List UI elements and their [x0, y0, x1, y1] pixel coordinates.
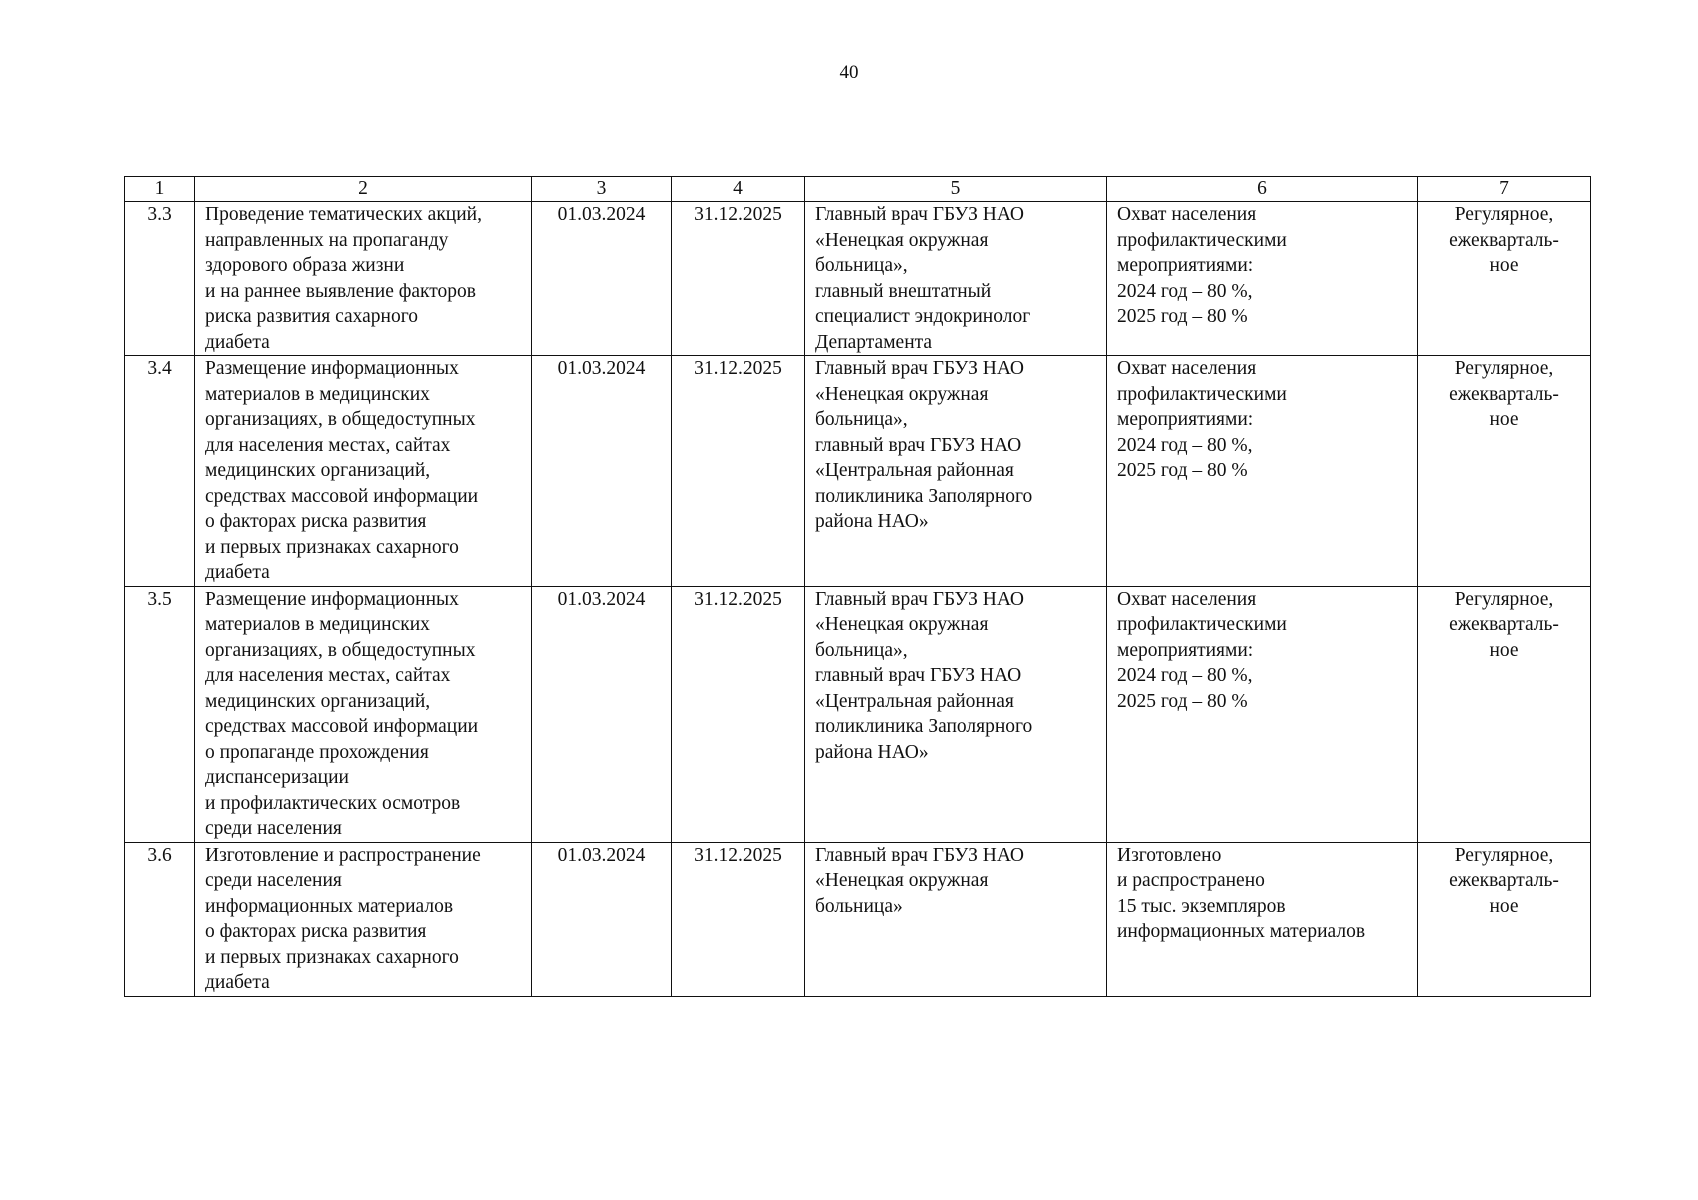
period-cell: [1418, 586, 1591, 842]
event-line: организациях, в общедоступных: [205, 639, 476, 661]
event-line: направленных на пропаганду: [205, 229, 449, 251]
responsible-line: «Центральная районная: [815, 460, 1014, 481]
result-cell: [1107, 842, 1418, 996]
result-line: и распространено: [1117, 870, 1265, 891]
event-line: и профилактических осмотров: [205, 792, 461, 814]
result-line: 2025 год – 80 %: [1117, 306, 1248, 327]
responsible-line: больница»,: [815, 409, 908, 430]
responsible-line: Главный врач ГБУЗ НАО: [815, 588, 1025, 610]
result-cell: [1107, 202, 1418, 356]
responsible-line: больница»,: [815, 255, 908, 276]
event-line: здорового образа жизни: [205, 255, 405, 276]
responsible-line: главный внештатный: [815, 280, 992, 302]
column-header: 4: [672, 177, 805, 202]
result-line: мероприятиями:: [1117, 639, 1254, 661]
responsible-line: Главный врач ГБУЗ НАО: [815, 204, 1025, 225]
period-line: Регулярное,: [1454, 844, 1554, 866]
event-line: информационных материалов: [205, 895, 454, 917]
event-line: Проведение тематических акций,: [205, 204, 482, 225]
event-line: материалов в медицинских: [205, 614, 430, 635]
result-line: Охват населения: [1117, 204, 1257, 225]
responsible-line: поликлиника Заполярного: [815, 485, 1033, 507]
responsible-line: Главный врач ГБУЗ НАО: [815, 358, 1025, 379]
event-line: среди населения: [205, 818, 342, 839]
table-row: [125, 586, 1591, 842]
event-line: Изготовление и распространение: [205, 844, 481, 866]
end-date: 31.12.2025: [672, 842, 805, 996]
responsible-line: «Ненецкая окружная: [815, 229, 989, 251]
event-line: медицинских организаций,: [205, 690, 431, 712]
column-header: 2: [195, 177, 532, 202]
result-line: профилактическими: [1117, 229, 1287, 251]
period-cell: [1418, 356, 1591, 587]
responsible-line: района НАО»: [815, 511, 929, 532]
period-line: ежекварталь-: [1449, 870, 1559, 891]
event-line: и на раннее выявление факторов: [205, 280, 476, 302]
row-number: 3.6: [125, 842, 195, 996]
row-number: 3.5: [125, 586, 195, 842]
responsible-line: «Ненецкая окружная: [815, 870, 989, 891]
table-row: [125, 202, 1591, 356]
responsible-line: «Центральная районная: [815, 690, 1014, 712]
end-date: 31.12.2025: [672, 202, 805, 356]
row-number: 3.4: [125, 356, 195, 587]
event-line: о факторах риска развития: [205, 921, 427, 942]
start-date: 01.03.2024: [532, 356, 672, 587]
event-cell: [195, 356, 532, 587]
end-date: 31.12.2025: [672, 356, 805, 587]
column-header: 3: [532, 177, 672, 202]
responsible-cell: [805, 842, 1107, 996]
event-cell: [195, 842, 532, 996]
result-line: Охват населения: [1117, 588, 1257, 610]
responsible-line: Департамента: [815, 331, 933, 353]
period-line: Регулярное,: [1454, 204, 1554, 225]
start-date: 01.03.2024: [532, 202, 672, 356]
end-date: 31.12.2025: [672, 586, 805, 842]
event-line: организациях, в общедоступных: [205, 409, 476, 430]
result-line: 2024 год – 80 %,: [1117, 434, 1253, 456]
page-number: 40: [839, 62, 859, 83]
result-line: профилактическими: [1117, 614, 1287, 635]
start-date: 01.03.2024: [532, 842, 672, 996]
column-header: 1: [125, 177, 195, 202]
responsible-cell: [805, 586, 1107, 842]
result-line: 2025 год – 80 %: [1117, 460, 1248, 481]
result-cell: [1107, 586, 1418, 842]
table-row: [125, 356, 1591, 587]
responsible-line: «Ненецкая окружная: [815, 383, 989, 405]
period-line: ежекварталь-: [1449, 229, 1559, 251]
period-line: ное: [1489, 895, 1519, 917]
event-line: средствах массовой информации: [205, 716, 479, 737]
result-line: мероприятиями:: [1117, 409, 1254, 430]
period-line: Регулярное,: [1454, 358, 1554, 379]
result-line: мероприятиями:: [1117, 255, 1254, 276]
period-line: ежекварталь-: [1449, 383, 1559, 405]
event-cell: [195, 202, 532, 356]
event-line: для населения местах, сайтах: [205, 434, 451, 456]
responsible-line: «Ненецкая окружная: [815, 614, 989, 635]
result-line: профилактическими: [1117, 383, 1287, 405]
event-line: диабета: [205, 972, 270, 993]
result-line: 2025 год – 80 %: [1117, 690, 1248, 712]
event-line: диабета: [205, 562, 270, 583]
responsible-line: главный врач ГБУЗ НАО: [815, 665, 1022, 686]
period-line: ное: [1489, 639, 1519, 661]
result-line: информационных материалов: [1117, 921, 1366, 942]
responsible-cell: [805, 356, 1107, 587]
period-line: Регулярное,: [1454, 588, 1554, 610]
event-line: диабета: [205, 331, 270, 353]
event-line: Размещение информационных: [205, 358, 459, 379]
row-number: 3.3: [125, 202, 195, 356]
event-line: и первых признаках сахарного: [205, 946, 459, 968]
event-line: о факторах риска развития: [205, 511, 427, 532]
responsible-line: района НАО»: [815, 741, 929, 763]
period-line: ное: [1489, 409, 1519, 430]
column-header: 6: [1107, 177, 1418, 202]
result-line: Изготовлено: [1117, 844, 1222, 866]
column-header: 5: [805, 177, 1107, 202]
event-cell: [195, 586, 532, 842]
table-row: [125, 842, 1591, 996]
result-line: 2024 год – 80 %,: [1117, 280, 1253, 302]
responsible-line: главный врач ГБУЗ НАО: [815, 434, 1022, 456]
result-line: Охват населения: [1117, 358, 1257, 379]
event-line: риска развития сахарного: [205, 306, 418, 327]
measures-table: [124, 176, 1591, 997]
column-header: 7: [1418, 177, 1591, 202]
result-line: 2024 год – 80 %,: [1117, 665, 1253, 686]
responsible-line: специалист эндокринолог: [815, 306, 1031, 327]
result-line: 15 тыс. экземпляров: [1117, 895, 1286, 917]
result-cell: [1107, 356, 1418, 587]
responsible-line: больница»,: [815, 639, 908, 661]
event-line: среди населения: [205, 870, 342, 891]
event-line: для населения местах, сайтах: [205, 665, 451, 686]
header-row: [125, 177, 1591, 202]
period-cell: [1418, 842, 1591, 996]
event-line: медицинских организаций,: [205, 460, 431, 481]
event-line: средствах массовой информации: [205, 485, 479, 507]
event-line: о пропаганде прохождения: [205, 741, 429, 763]
responsible-cell: [805, 202, 1107, 356]
event-line: и первых признаках сахарного: [205, 536, 459, 558]
responsible-line: Главный врач ГБУЗ НАО: [815, 844, 1025, 866]
event-line: диспансеризации: [205, 767, 349, 788]
start-date: 01.03.2024: [532, 586, 672, 842]
event-line: Размещение информационных: [205, 588, 459, 610]
period-line: ное: [1489, 255, 1519, 276]
event-line: материалов в медицинских: [205, 383, 430, 405]
responsible-line: поликлиника Заполярного: [815, 716, 1033, 737]
responsible-line: больница»: [815, 895, 903, 917]
period-cell: [1418, 202, 1591, 356]
period-line: ежекварталь-: [1449, 614, 1559, 635]
